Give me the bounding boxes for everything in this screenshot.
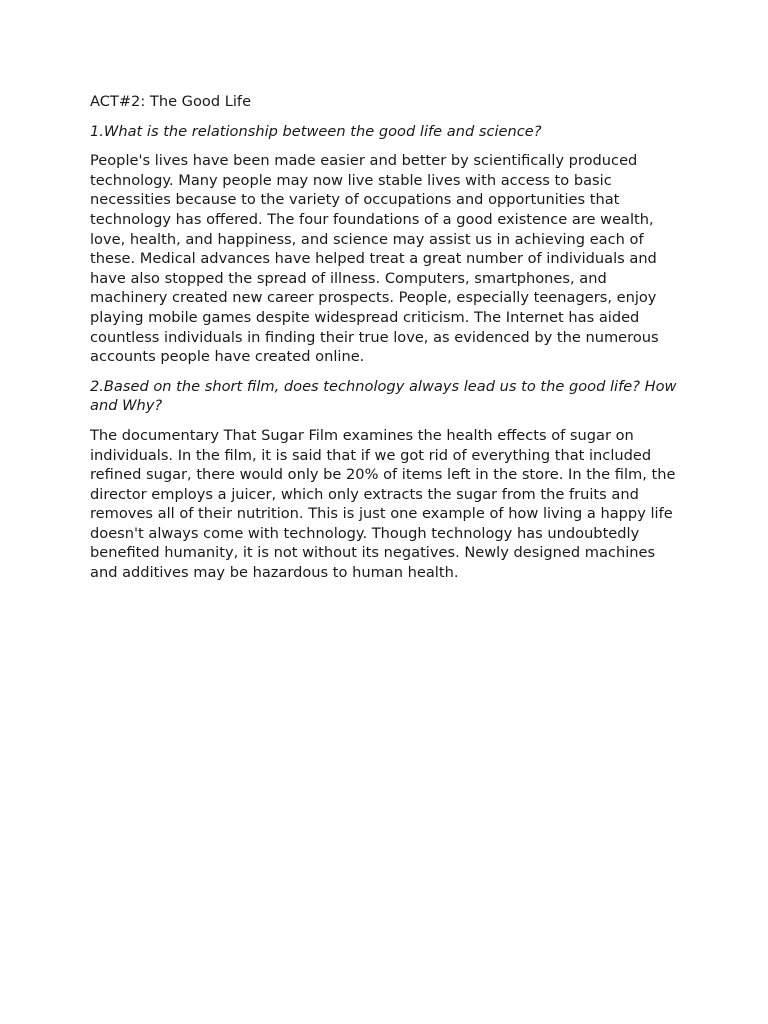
document-body [90, 92, 685, 593]
question-1: 1.What is the relationship between the good life and science? [90, 122, 542, 140]
answer-1: People's lives have been made easier and better by scientifically produced technology. Many people may now live stable lives with access to basic necessities because to the variety of occupations and opportunities that technology has offered. The four foundations of a good existence are wealth, love, health, and happiness, and science may assist us in achieving each of these. Medical advances have helped treat a great number of individuals and have also stopped the spread of illness. Computers, smartphones, and machinery created new career prospects. People, especially teenagers, enjoy playing mobile games despite widespread criticism. The Internet has aided countless individuals in finding their true love, as evidenced by the numerous accounts people have created online. [90, 152, 659, 366]
question-2: 2.Based on the short film, does technology always lead us to the good life? How and Why? [90, 377, 677, 415]
answer-2: The documentary That Sugar Film examines the health effects of sugar on individuals. In the film, it is said that if we got rid of everything that included refined sugar, there would only be 20% of items left in the store. In the film, the director employs a juicer, which only extracts the sugar from the fruits and removes all of their nutrition. This is just one example of how living a happy life doesn't always come with technology. Though technology has undoubtedly benefited humanity, it is not without its negatives. Newly designed machines and additives may be hazardous to human health. [90, 426, 676, 582]
document-title: ACT#2: The Good Life [90, 93, 252, 110]
